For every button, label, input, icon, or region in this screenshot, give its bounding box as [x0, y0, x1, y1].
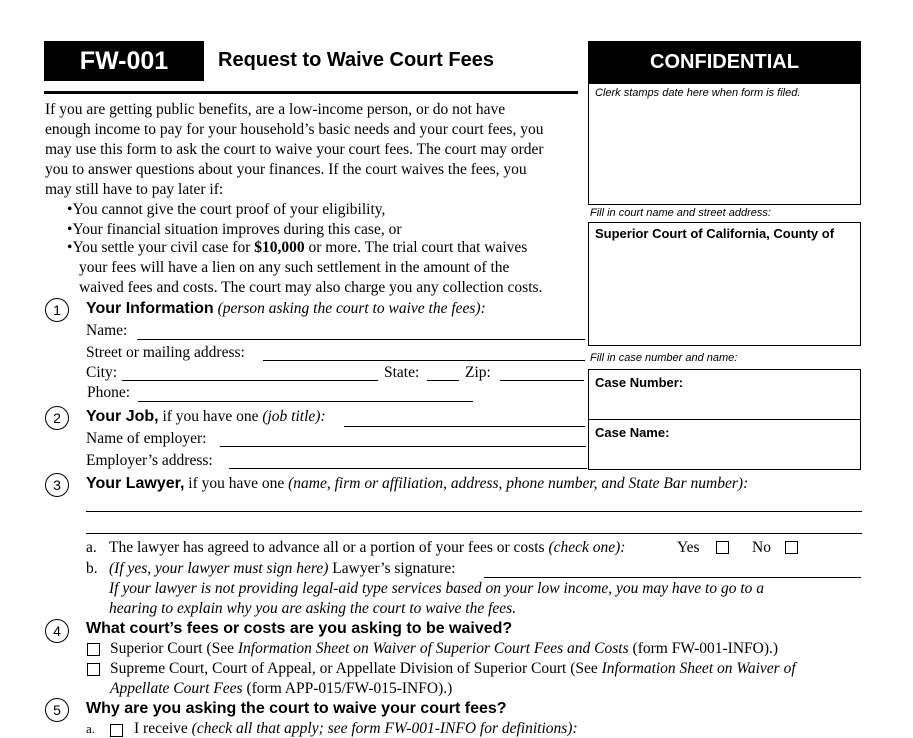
signature-instruction: (If yes, your lawyer must sign here)	[109, 560, 329, 577]
lawyer-info-field[interactable]	[86, 511, 862, 512]
section-3-heading	[86, 475, 748, 493]
section-2-subtitle: if you have one	[158, 408, 263, 425]
clerk-stamp-box[interactable]	[588, 83, 861, 205]
city-label: City:	[86, 364, 118, 381]
no-label: No	[752, 539, 771, 556]
name-label: Name:	[86, 322, 128, 339]
phone-field[interactable]	[138, 401, 473, 402]
employer-label: Name of employer:	[86, 430, 207, 447]
section-4-title: What court’s fees or costs are you asking to be waived?	[86, 620, 513, 637]
lawyer-note: If your lawyer is not providing legal-aid type services based on your low income, you may have to go to a	[109, 580, 765, 597]
section-3-subtitle: if you have one	[184, 475, 289, 492]
appellate-court-option-cont	[110, 680, 452, 698]
section-2-number: 2	[45, 406, 69, 430]
check-one-hint: (check one):	[548, 539, 626, 556]
item-letter: a.	[86, 721, 96, 736]
bullet-text: Your financial situation improves during this case, or	[72, 221, 402, 238]
section-3-number: 3	[45, 473, 69, 497]
option-text: (form FW-001-INFO).)	[628, 640, 779, 657]
job-title-field[interactable]	[344, 426, 585, 427]
employer-address-label: Employer’s address:	[86, 452, 213, 469]
intro-line: enough income to pay for your household’s basic needs and your court fees, you	[45, 121, 544, 138]
section-1-number: 1	[45, 298, 69, 322]
lawyer-note: hearing to explain why you are asking the court to waive the fees.	[109, 600, 517, 617]
superior-court-option	[110, 640, 778, 658]
section-2-heading	[86, 408, 326, 426]
intro-line: may use this form to ask the court to waive your court fees. The court may order	[45, 141, 544, 158]
case-info-label: Fill in case number and name:	[590, 352, 738, 364]
section-3-subtitle-italic: (name, firm or affiliation, address, phone number, and State Bar number):	[288, 475, 749, 492]
receive-benefits-text	[134, 720, 578, 738]
item-letter: a.	[86, 539, 97, 556]
case-name-box[interactable]	[588, 419, 861, 470]
option-text-italic: Appellate Court Fees	[110, 680, 243, 697]
section-2-subtitle-italic: (job title):	[262, 408, 326, 425]
option-text: I receive	[134, 720, 192, 737]
zip-field[interactable]	[500, 380, 584, 381]
item-letter: b.	[86, 560, 98, 577]
bullet-text: You cannot give the court proof of your eligibility,	[72, 201, 386, 218]
section-1-heading	[86, 300, 486, 318]
section-5-number: 5	[45, 698, 69, 722]
phone-label: Phone:	[87, 384, 131, 401]
court-name-text: Superior Court of California, County of	[595, 226, 835, 241]
lawyer-signature-field[interactable]	[484, 577, 861, 578]
option-text-italic: (check all that apply; see form FW-001-INFO for definitions):	[191, 720, 578, 737]
address-field[interactable]	[263, 360, 585, 361]
zip-label: Zip:	[465, 364, 491, 381]
header-divider	[44, 91, 578, 94]
bullet-continuation: waived fees and costs. The court may also charge you any collection costs.	[79, 279, 543, 296]
section-5-title: Why are you asking the court to waive your court fees?	[86, 700, 507, 717]
employer-field[interactable]	[220, 446, 586, 447]
yes-checkbox[interactable]	[716, 541, 729, 554]
section-1-subtitle: (person asking the court to waive the fees):	[213, 300, 486, 317]
case-name-label: Case Name:	[595, 425, 670, 440]
name-field[interactable]	[137, 339, 585, 340]
bullet-continuation: your fees will have a lien on any such settlement in the amount of the	[79, 259, 510, 276]
option-text: Superior Court (See	[110, 640, 238, 657]
case-number-box[interactable]	[588, 369, 861, 420]
lawyer-signature-label	[109, 560, 456, 578]
yes-label: Yes	[677, 539, 700, 556]
intro-line: you to answer questions about your finances. If the court waives the fees, you	[45, 161, 527, 178]
bullet-text: or more. The trial court that waives	[304, 239, 528, 256]
intro-paragraph	[45, 100, 585, 200]
clerk-stamp-label: Clerk stamps date here when form is filed.	[595, 87, 801, 99]
case-number-label: Case Number:	[595, 375, 684, 390]
signature-text: Lawyer’s signature:	[328, 560, 456, 577]
lawyer-advance-question	[109, 539, 625, 557]
intro-line: If you are getting public benefits, are a low-income person, or do not have	[45, 101, 506, 118]
court-name-label: Fill in court name and street address:	[590, 207, 771, 219]
public-benefits-checkbox[interactable]	[110, 724, 123, 737]
section-3-title: Your Lawyer,	[86, 475, 185, 492]
section-4-number: 4	[45, 619, 69, 643]
address-label: Street or mailing address:	[86, 344, 245, 361]
bullet-item: •Your financial situation improves during this case, or	[67, 221, 402, 238]
option-text: Supreme Court, Court of Appeal, or Appellate Division of Superior Court (See	[110, 660, 602, 677]
bullet-text: You settle your civil case for	[72, 239, 255, 256]
state-label: State:	[384, 364, 420, 381]
court-name-box[interactable]	[588, 222, 861, 346]
lawyer-advance-text: The lawyer has agreed to advance all or a portion of your fees or costs	[109, 539, 549, 556]
confidential-banner: CONFIDENTIAL	[588, 41, 861, 83]
superior-court-checkbox[interactable]	[87, 643, 100, 656]
no-checkbox[interactable]	[785, 541, 798, 554]
employer-address-field[interactable]	[229, 468, 587, 469]
form-title: Request to Waive Court Fees	[218, 49, 494, 71]
city-field[interactable]	[122, 380, 378, 381]
section-1-title: Your Information	[86, 300, 214, 317]
option-text-italic: Information Sheet on Waiver of	[601, 660, 796, 677]
appellate-court-checkbox[interactable]	[87, 663, 100, 676]
form-number: FW-001	[44, 41, 204, 81]
intro-line: may still have to pay later if:	[45, 181, 224, 198]
option-text-italic: Information Sheet on Waiver of Superior Court Fees and Costs	[237, 640, 629, 657]
bullet-item: •You cannot give the court proof of your eligibility,	[67, 201, 386, 218]
lawyer-info-field[interactable]	[86, 533, 862, 534]
settlement-amount: $10,000	[254, 239, 305, 256]
option-text: (form APP-015/FW-015-INFO).)	[242, 680, 453, 697]
state-field[interactable]	[427, 380, 459, 381]
bullet-item: •You settle your civil case for $10,000 or more. The trial court that waives	[67, 239, 528, 256]
section-2-title: Your Job,	[86, 408, 159, 425]
appellate-court-option	[110, 660, 796, 678]
